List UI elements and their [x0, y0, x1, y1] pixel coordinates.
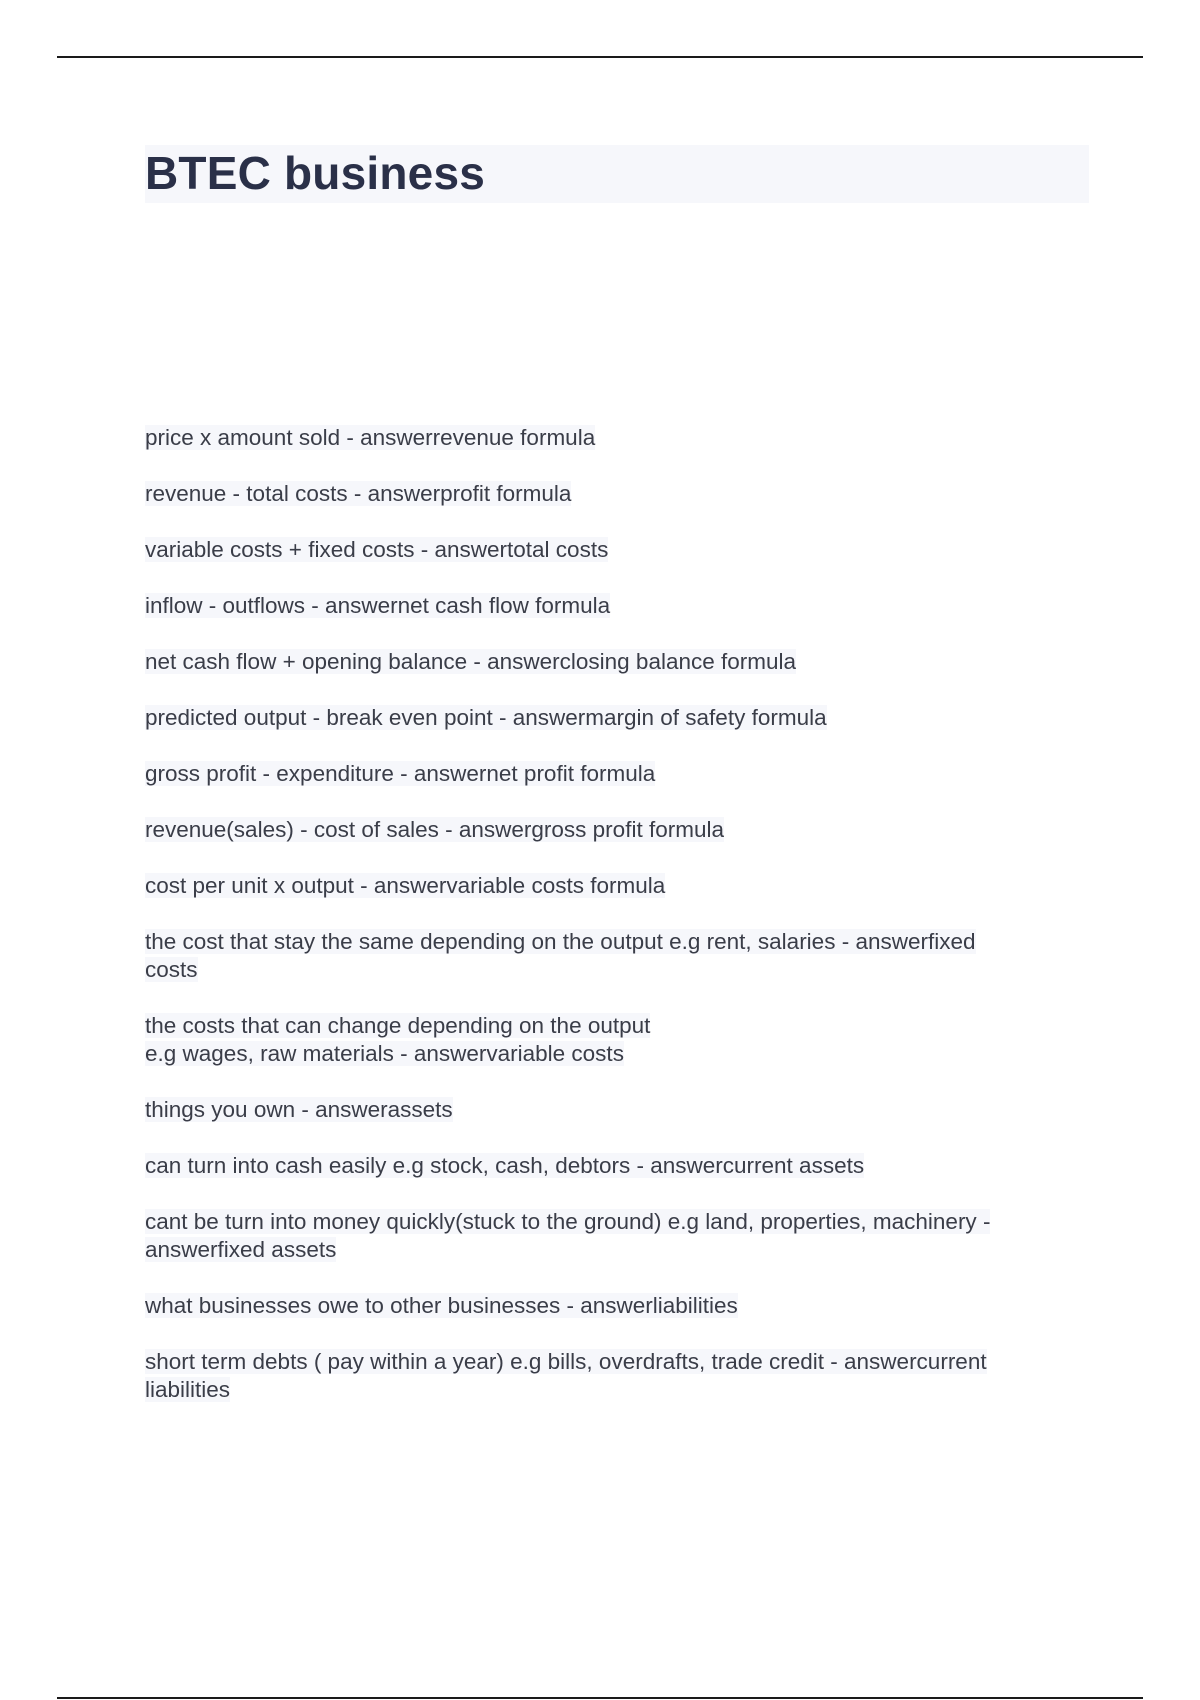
qa-item — [145, 760, 1075, 788]
qa-item — [145, 536, 1075, 564]
qa-item-text: revenue(sales) - cost of sales - answergross profit formula — [145, 817, 724, 842]
qa-item — [145, 872, 1075, 900]
qa-item — [145, 1096, 1075, 1124]
page-title: BTEC business — [145, 147, 486, 199]
qa-item-text: cost per unit x output - answervariable costs formula — [145, 873, 666, 898]
footer-rule — [57, 1697, 1143, 1699]
qa-item — [145, 424, 1075, 452]
qa-item-text: revenue - total costs - answerprofit formula — [145, 481, 572, 506]
qa-item-text: inflow - outflows - answernet cash flow formula — [145, 593, 611, 618]
qa-item-text: predicted output - break even point - answermargin of safety formula — [145, 705, 827, 730]
qa-item — [145, 1292, 1075, 1320]
qa-item — [145, 816, 1075, 844]
qa-item-text: what businesses owe to other businesses - answerliabilities — [145, 1293, 738, 1318]
qa-item-text: cant be turn into money quickly(stuck to the ground) e.g land, properties, machinery - answerfixed assets — [145, 1209, 991, 1262]
qa-item-text: the cost that stay the same depending on the output e.g rent, salaries - answerfixed costs — [145, 929, 976, 982]
qa-item — [145, 1208, 1075, 1264]
qa-item — [145, 648, 1075, 676]
qa-item-text: the costs that can change depending on the output e.g wages, raw materials - answervariable costs — [145, 1013, 651, 1066]
qa-item — [145, 480, 1075, 508]
qa-item-text: variable costs + fixed costs - answertotal costs — [145, 537, 609, 562]
qa-item — [145, 1012, 1075, 1068]
qa-item-text: short term debts ( pay within a year) e.g bills, overdrafts, trade credit - answercurrent liabilities — [145, 1349, 987, 1402]
qa-item-text: price x amount sold - answerrevenue formula — [145, 425, 596, 450]
qa-item — [145, 1348, 1075, 1404]
qa-item-text: net cash flow + opening balance - answerclosing balance formula — [145, 649, 797, 674]
qa-item — [145, 928, 1075, 984]
qa-item-text: gross profit - expenditure - answernet profit formula — [145, 761, 656, 786]
qa-item — [145, 592, 1075, 620]
qa-item — [145, 1152, 1075, 1180]
qa-item-text: things you own - answerassets — [145, 1097, 453, 1122]
qa-list — [145, 424, 1075, 1432]
qa-item-text: can turn into cash easily e.g stock, cash, debtors - answercurrent assets — [145, 1153, 865, 1178]
qa-item — [145, 704, 1075, 732]
header-rule — [57, 56, 1143, 58]
